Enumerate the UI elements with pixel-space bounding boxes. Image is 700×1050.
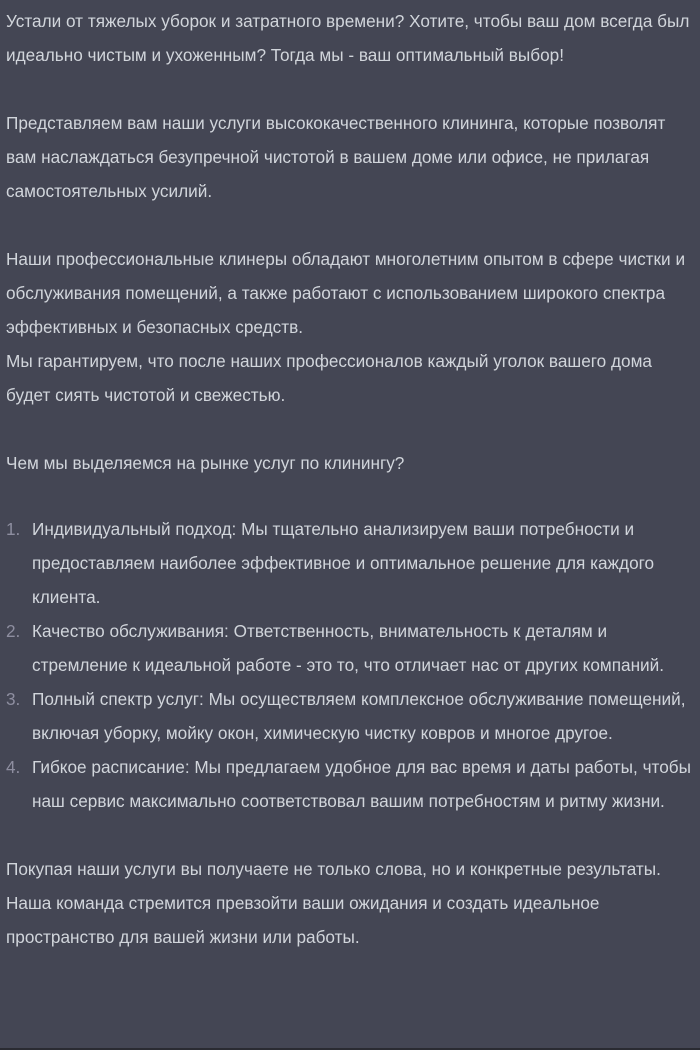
list-item-text: Качество обслуживания: Ответственность, внимательность к деталям и стремление к идеальной работе - это то, что отличает нас от других компаний. [32, 621, 665, 675]
list-item-text: Полный спектр услуг: Мы осуществляем комплексное обслуживание помещений, включая уборку, мойку окон, химическую чистку ковров и многое другое. [32, 689, 686, 743]
question-paragraph: Чем мы выделяемся на рынке услуг по клинингу? [6, 453, 405, 473]
list-item [6, 614, 696, 682]
list-item [6, 682, 696, 750]
experience-paragraph: Наши профессиональные клинеры обладают многолетним опытом в сфере чистки и обслуживания помещений, а также работают с использованием широкого спектра эффективных и безопасных средств. [6, 249, 686, 337]
list-item-number: 2. [6, 621, 21, 641]
closing-paragraph: Покупая наши услуги вы получаете не только слова, но и конкретные результаты. Наша команда стремится превзойти ваши ожидания и создать идеальное пространство для вашей жизни или работы. [6, 859, 661, 947]
list-item-number: 1. [6, 519, 21, 539]
list-item-number: 3. [6, 689, 21, 709]
list-item-number: 4. [6, 757, 21, 777]
list-item-text: Гибкое расписание: Мы предлагаем удобное для вас время и даты работы, чтобы наш сервис максимально соответствовал вашим потребностям и ритму жизни. [32, 757, 691, 811]
services-paragraph: Представляем вам наши услуги высококачественного клининга, которые позволят вам наслаждаться безупречной чистотой в вашем доме или офисе, не прилагая самостоятельных усилий. [6, 113, 666, 201]
intro-paragraph: Устали от тяжелых уборок и затратного времени? Хотите, чтобы ваш дом всегда был идеально чистым и ухоженным? Тогда мы - ваш оптимальный выбор! [6, 11, 690, 65]
guarantee-paragraph: Мы гарантируем, что после наших профессионалов каждый уголок вашего дома будет сиять чистотой и свежестью. [6, 351, 652, 405]
list-item-text: Индивидуальный подход: Мы тщательно анализируем ваши потребности и предоставляем наиболее эффективное и оптимальное решение для каждого клиента. [32, 519, 655, 607]
assistant-message [6, 4, 696, 954]
list-item [6, 750, 696, 818]
advantages-list [6, 512, 696, 818]
list-item [6, 512, 696, 614]
